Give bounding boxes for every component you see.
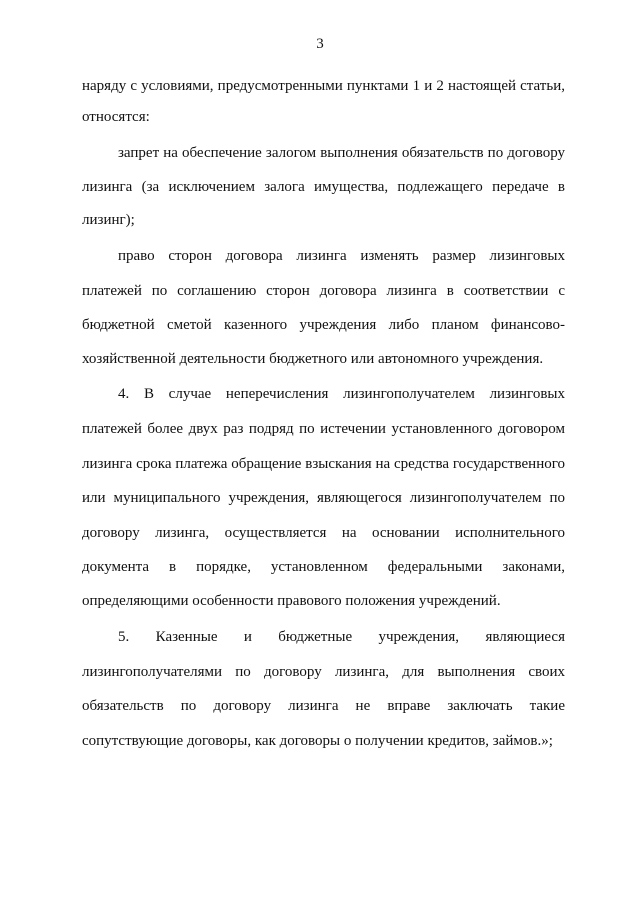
text-line: лизингополучателями по договору лизинга, для выполнения своих <box>82 664 565 680</box>
text-line: 5. Казенные и бюджетные учреждения, являющиеся <box>118 629 565 645</box>
text-line: обязательств по договору лизинга не вправе заключать такие <box>82 698 565 714</box>
text-line: право сторон договора лизинга изменять размер лизинговых <box>118 248 565 264</box>
text-line: бюджетной сметой казенного учреждения либо планом финансово- <box>82 317 565 333</box>
text-line: платежей более двух раз подряд по истечении установленного договором <box>82 421 565 437</box>
text-line: наряду с условиями, предусмотренными пунктами 1 и 2 настоящей статьи, <box>82 78 565 94</box>
text-line: 4. В случае неперечисления лизингополучателем лизинговых <box>118 386 565 402</box>
text-line: относятся: <box>82 109 150 125</box>
text-line: хозяйственной деятельности бюджетного или автономного учреждения. <box>82 351 544 367</box>
text-line: лизинга (за исключением залога имущества, подлежащего передаче в <box>82 179 565 195</box>
text-line: сопутствующие договоры, как договоры о получении кредитов, займов.»; <box>82 733 553 749</box>
text-line: лизинг); <box>82 212 135 228</box>
text-line: договору лизинга, осуществляется на основании исполнительного <box>82 525 565 541</box>
text-line: запрет на обеспечение залогом выполнения обязательств по договору <box>118 145 565 161</box>
text-line: или муниципального учреждения, являющегося лизингополучателем по <box>82 490 565 506</box>
text-line: определяющими особенности правового положения учреждений. <box>82 593 501 609</box>
text-line: лизинга срока платежа обращение взыскания на средства государственного <box>82 456 565 472</box>
text-line: платежей по соглашению сторон договора лизинга в соответствии с <box>82 283 565 299</box>
text-line: документа в порядке, установленном федеральными законами, <box>82 559 565 575</box>
page-number: 3 <box>316 36 324 52</box>
